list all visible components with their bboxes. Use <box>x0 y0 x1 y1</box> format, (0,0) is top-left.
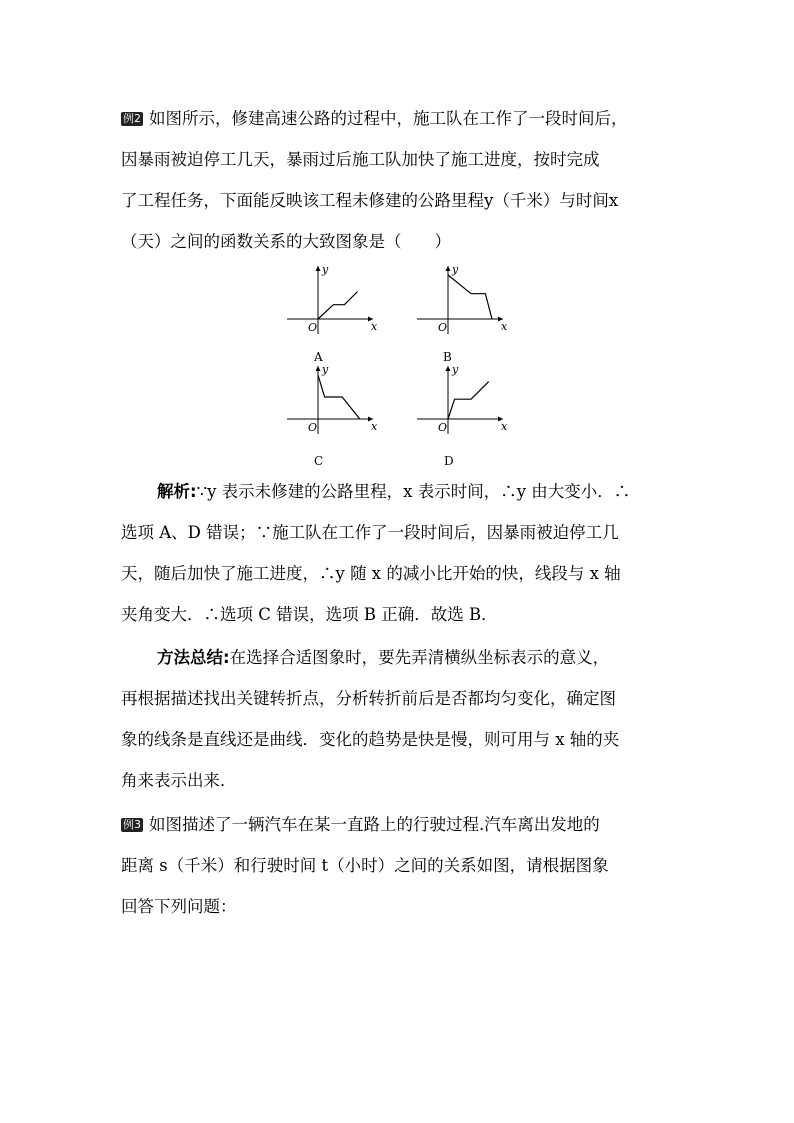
example3-line-2: 距离 s（千米）和行驶时间 t（小时）之间的关系如图，请根据图象 <box>121 856 609 875</box>
y-axis-label: y <box>322 263 329 276</box>
example2-line-1 <box>121 108 628 130</box>
graph-line <box>448 275 492 319</box>
graph-d-svg <box>415 362 510 437</box>
graph-a-svg <box>285 262 380 337</box>
solution-line-4: 夹角变大．∴选项 C 错误，选项 B 正确．故选 B． <box>121 605 498 624</box>
method-line-4: 角来表示出来． <box>121 771 237 790</box>
y-axis-label: y <box>322 363 329 376</box>
solution-line-3: 天，随后加快了施工进度，∴y 随 x 的减小比开始的快，线段与 x 轴 <box>121 564 621 583</box>
option-label-c: C <box>314 454 324 468</box>
x-axis-label: x <box>501 320 508 333</box>
example-badge: 例3 <box>123 818 141 831</box>
example3-line-1 <box>121 814 600 836</box>
y-axis-arrow <box>316 266 321 271</box>
option-graph-c <box>285 362 380 437</box>
example2-line-4: （天）之间的函数关系的大致图象是（ ） <box>121 232 451 251</box>
example3-line-3: 回答下列问题： <box>121 897 237 916</box>
origin-label: O <box>438 421 448 434</box>
origin-label: O <box>308 321 318 334</box>
solution-line-2: 选项 A、D 错误；∵施工队在工作了一段时间后，因暴雨被迫停工几 <box>121 523 619 542</box>
option-label-d: D <box>444 454 454 468</box>
example2-text-1: 如图所示，修建高速公路的过程中，施工队在工作了一段时间后， <box>149 109 628 128</box>
graph-line <box>318 292 358 320</box>
example2-line-3: 了工程任务，下面能反映该工程未修建的公路里程y（千米）与时间x <box>121 191 619 210</box>
origin-label: O <box>308 421 318 434</box>
option-label-a: A <box>314 350 323 364</box>
option-graph-d <box>415 362 510 437</box>
solution-text-1: ∵y 表示未修建的公路里程，x 表示时间，∴y 由大变小．∴ <box>196 482 631 501</box>
y-axis-arrow <box>446 366 451 371</box>
method-line-2: 再根据描述找出关键转折点，分析转折前后是否都均匀变化，确定图 <box>121 689 616 708</box>
y-axis-arrow <box>316 366 321 371</box>
y-axis-arrow <box>446 266 451 271</box>
option-graph-b <box>415 262 510 337</box>
method-line-1 <box>157 647 609 669</box>
x-axis-label: x <box>501 420 508 433</box>
graph-b-svg <box>415 262 510 337</box>
example2-line-2: 因暴雨被迫停工几天，暴雨过后施工队加快了施工进度，按时完成 <box>121 150 600 169</box>
x-axis-label: x <box>371 420 378 433</box>
y-axis-label: y <box>452 263 459 276</box>
option-label-b: B <box>443 350 452 364</box>
x-axis-label: x <box>371 320 378 333</box>
method-line-3: 象的线条是直线还是曲线．变化的趋势是快是慢，则可用与 x 轴的夹 <box>121 730 620 749</box>
method-label: 方法总结: <box>157 648 230 667</box>
option-graph-a <box>285 262 380 337</box>
graph-c-svg <box>285 362 380 437</box>
solution-label: 解析: <box>157 482 197 501</box>
method-text-1: 在选择合适图象时，要先弄清横纵坐标表示的意义， <box>229 648 610 667</box>
graph-line <box>448 382 489 419</box>
example-badge: 例2 <box>123 112 141 125</box>
solution-line-1 <box>157 481 630 503</box>
origin-label: O <box>438 321 448 334</box>
example3-text-1: 如图描述了一辆汽车在某一直路上的行驶过程.汽车离出发地的 <box>149 815 600 834</box>
y-axis-label: y <box>452 363 459 376</box>
graph-line <box>318 375 360 419</box>
